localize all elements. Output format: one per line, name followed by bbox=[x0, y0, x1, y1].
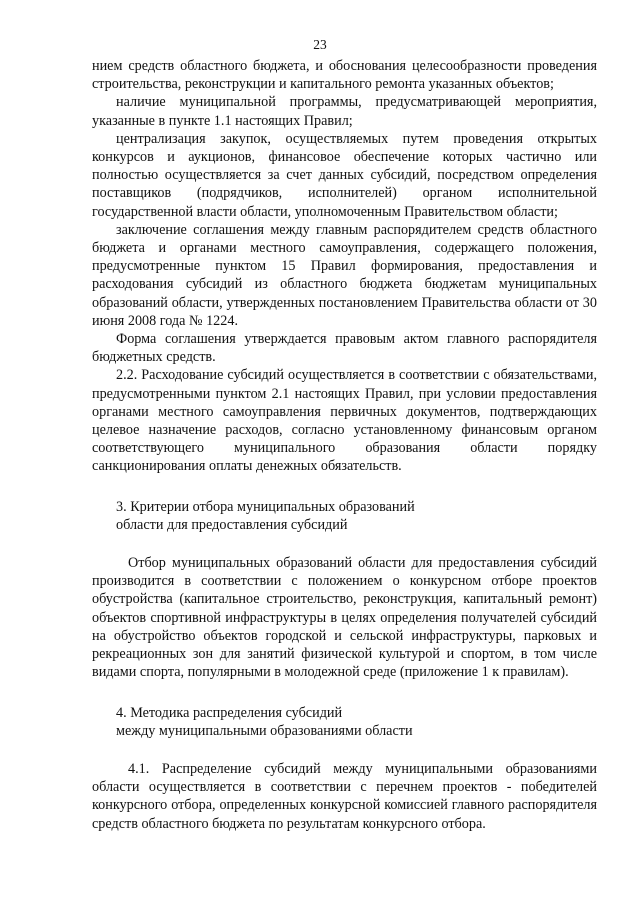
section-3-heading-line1: 3. Критерии отбора муниципальных образований bbox=[116, 498, 415, 515]
paragraph-agreement-form: Форма соглашения утверждается правовым актом главного распорядителя бюджетных средств. bbox=[92, 331, 597, 366]
section-4-heading-line2: между муниципальными образованиями области bbox=[116, 722, 413, 739]
paragraph-continuation: нием средств областного бюджета, и обоснования целесообразности проведения строительства, реконструкции и капитального ремонта указанных объектов; bbox=[92, 58, 597, 93]
document-body bbox=[92, 57, 597, 833]
paragraph-selection: Отбор муниципальных образований области для предоставления субсидий производится в соответствии с положением о конкурсном отборе проектов обустройства (капитальное строительство, реконструкция, капитальный ремонт) объектов спортивной инфраструктуры в целях определения получателей субсидий на обустройство объектов городской и сельской инфраструктуры, парковых и рекреационных зон для занятий физической культурой и спортом, в том числе видами спорта, популярными в молодежной среде (приложение 1 к правилам). bbox=[92, 555, 597, 681]
paragraph-4-1: 4.1. Распределение субсидий между муниципальными образованиями области осуществляется в соответствии с перечнем проектов - победителей конкурсного отбора, определенных конкурсной комиссией главного распорядителя средств областного бюджета по результатам конкурсного отбора. bbox=[92, 760, 597, 832]
paragraph-centralized-procurement: централизация закупок, осуществляемых путем проведения открытых конкурсов и аукционов, финансовое обеспечение которых частично или полностью осуществляется за счет данных субсидий, посредством определения поставщиков (подрядчиков, исполнителей) органом исполнительной государственной власти области, уполномоченным Правительством области; bbox=[92, 130, 597, 220]
page-number: 23 bbox=[313, 37, 327, 52]
paragraph-agreement: заключение соглашения между главным распорядителем средств областного бюджета и органами местного самоуправления, содержащего положения, предусмотренные пунктом 15 Правил формирования, предоставления и расходования субсидий из областного бюджета бюджетам муниципальных образований области, утвержденных постановлением Правительства области от 30 июня 2008 года № 1224. bbox=[92, 221, 597, 329]
section-4-heading-line1: 4. Методика распределения субсидий bbox=[116, 704, 343, 721]
section-3-heading-line2: области для предоставления субсидий bbox=[116, 516, 348, 533]
paragraph-municipal-program: наличие муниципальной программы, предусматривающей мероприятия, указанные в пункте 1.1 настоящих Правил; bbox=[92, 94, 597, 129]
paragraph-2-2: 2.2. Расходование субсидий осуществляется в соответствии с обязательствами, предусмотренными пунктом 2.1 настоящих Правил, при условии предоставления органами местного самоуправления первичных документов, подтверждающих целевое назначение расходов, согласно установленному финансовым органом соответствующего муниципального образования области порядку санкционирования оплаты денежных обязательств. bbox=[92, 367, 597, 475]
